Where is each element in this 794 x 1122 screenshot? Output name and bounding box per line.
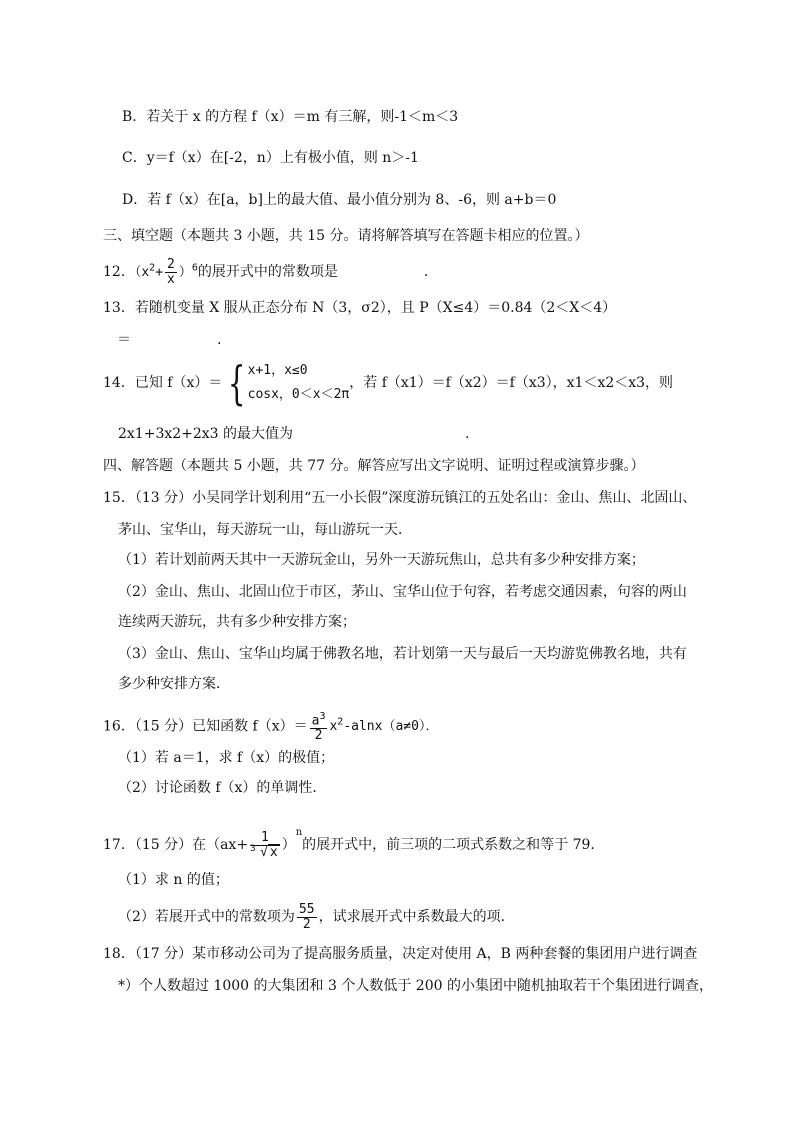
- q13-equals: ＝: [117, 332, 131, 348]
- q17-frac-denominator: [250, 843, 280, 860]
- q14-brace: {: [228, 356, 246, 410]
- q17-root-body: x: [269, 844, 278, 860]
- q16-x: x: [329, 719, 338, 735]
- q16-frac-num-base: a: [311, 712, 320, 728]
- q16-frac-denominator: 2: [314, 727, 323, 743]
- q12-frac-numerator: 2: [167, 257, 175, 272]
- q12-exponent-6: 6: [191, 262, 198, 274]
- q16-frac-numerator: [310, 710, 328, 729]
- section-3-title: 三、填空题（本题共 3 小题，共 15 分。请将解答填写在答题卡相应的位置。）: [103, 228, 589, 244]
- question-15-part-2-line-2: 连续两天游玩，共有多少种安排方案；: [118, 614, 356, 630]
- q17-tail: 的展开式中，前三项的二项式系数之和等于 79．: [302, 837, 605, 853]
- q12-plus: +: [155, 265, 164, 280]
- question-14-line-2: [118, 424, 470, 444]
- q17-fraction: [250, 831, 280, 860]
- q16-head: 16．（15 分）已知函数 f（x）＝: [103, 718, 308, 735]
- q12-exponent-2: 2: [149, 262, 156, 274]
- question-15-part-1: （1）若计划前两天其中一天游玩金山，另外一天游玩焦山，总共有多少种安排方案；: [118, 552, 645, 568]
- q12-frac-denominator: x: [167, 272, 175, 287]
- question-15-part-3-line-1: （3）金山、焦山、宝华山均属于佛教名地，若计划第一天与最后一天均游览佛教名地，共有: [118, 646, 687, 662]
- question-13-line-1: 13．若随机变量 X 服从正态分布 N（3，σ2），且 P（X≤4）＝0.84（2＜X＜4）: [103, 300, 617, 316]
- question-17-part-2: [118, 902, 515, 932]
- section-4-title: 四、解答题（本题共 5 小题，共 77 分。解答应写出文字说明、证明过程或演算步骤。）: [103, 458, 645, 474]
- q17-frac-numerator: 1: [250, 831, 280, 846]
- q12-close-paren: ）: [178, 265, 192, 280]
- q13-period: .: [217, 332, 222, 348]
- q14-condition: ，若 f（x1）＝f（x2）＝f（x3），x1＜x2＜x3，则: [349, 375, 674, 391]
- q14-case-2: cosx，0＜x＜2π: [247, 387, 350, 402]
- q14-period: .: [465, 426, 470, 442]
- question-16-head: [103, 708, 438, 743]
- question-18-line-2: *）个人数超过 1000 的大集团和 3 个人数低于 200 的小集团中随机抽取若干个集团进行调查，: [118, 978, 713, 994]
- q12-text: 的展开式中的常数项是: [197, 264, 338, 280]
- q17-p2-head: （2）若展开式中的常数项为: [118, 909, 295, 925]
- q12-period: .: [423, 264, 429, 280]
- question-13-line-2: [117, 330, 221, 350]
- q17-p2-frac-numerator: 55: [298, 901, 315, 917]
- question-17-head: [103, 816, 604, 862]
- q17-root-index: 3: [250, 843, 256, 854]
- q16-x-exp: 2: [337, 717, 344, 728]
- q17-exponent-n: n: [295, 827, 303, 838]
- q17-cube-root: 3 √ x: [250, 843, 278, 860]
- question-15-part-3-line-2: 多少种安排方案．: [118, 676, 230, 692]
- q17-p2-tail: ，试求展开式中系数最大的项．: [318, 909, 515, 925]
- question-15-line-1: 15．（13 分）小吴同学计划利用“五一小长假”深度游玩镇江的五处名山：金山、焦山、北固山、: [103, 490, 697, 506]
- q12-fraction: [165, 258, 177, 287]
- question-15-part-2-line-1: （2）金山、焦山、北固山位于市区，茅山、宝华山位于句容，若考虑交通因素，句容的两山: [118, 584, 687, 600]
- question-18-line-1: 18．（17 分）某市移动公司为了提高服务质量，决定对使用 A，B 两种套餐的集团用户进行调查: [103, 946, 698, 962]
- question-14-line-1: [103, 356, 674, 410]
- q12-number: 12．: [103, 264, 135, 280]
- option-b: B．若关于 x 的方程 f（x）＝m 有三解，则-1＜m＜3: [122, 109, 459, 125]
- q12-open-paren: （x: [134, 265, 150, 280]
- q14-head: 14．已知 f（x）＝: [103, 375, 223, 391]
- question-17-part-1: （1）求 n 的值；: [118, 872, 229, 888]
- q16-frac-num-exp: 3: [319, 710, 326, 722]
- q17-close-paren: ）: [281, 837, 296, 853]
- q17-head: 17．（15 分）在（ax+: [103, 837, 249, 853]
- q14-piecewise: [222, 356, 350, 410]
- question-15-line-2: 茅山、宝华山，每天游玩一山，每山游玩一天．: [118, 522, 412, 538]
- option-d: D．若 f（x）在[a，b]上的最大值、最小值分别为 8、-6，则 a+b＝0: [122, 192, 557, 208]
- option-c: C．y＝f（x）在[-2，n）上有极小值，则 n＞-1: [122, 150, 419, 166]
- question-16-part-2: （2）讨论函数 f（x）的单调性．: [118, 780, 327, 796]
- q14-line-2-text: 2x1+3x2+2x3 的最大值为: [118, 426, 294, 442]
- question-12: [103, 258, 428, 287]
- q17-p2-frac-denominator: 2: [302, 916, 311, 932]
- q16-fraction: [310, 710, 328, 743]
- q14-case-1: x+1，x≤0: [247, 363, 308, 378]
- q17-p2-fraction: [297, 903, 317, 932]
- question-16-part-1: （1）若 a＝1，求 f（x）的极值；: [118, 750, 335, 766]
- q16-tail: -alnx（a≠0）．: [343, 719, 439, 735]
